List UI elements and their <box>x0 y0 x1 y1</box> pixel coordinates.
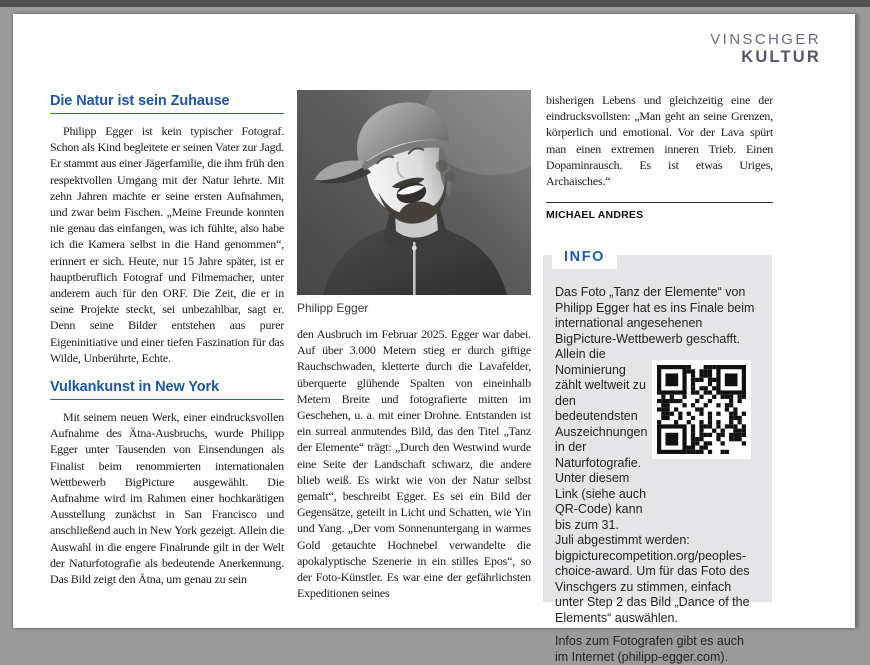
masthead-line1: VINSCHGER <box>710 31 821 48</box>
viewer-top-bar <box>0 0 870 7</box>
info-text-voting: Juli abgestimmt werden: bigpicturecompetition.org/peoples-choice-award. Um für das Foto des Vinschgers zu stimmen, einfach unter Step 2 das Bild „Dance of the Elements“ auswählen. <box>555 533 750 625</box>
magazine-page <box>13 14 855 664</box>
portrait-photo <box>297 90 531 295</box>
column-3 <box>546 92 773 221</box>
masthead <box>710 31 821 67</box>
column-1 <box>50 93 284 587</box>
photo-caption: Philipp Egger <box>297 301 369 315</box>
author-byline: MICHAEL ANDRES <box>546 209 644 222</box>
article-paragraph-3: den Ausbruch im Februar 2025. Egger war dabei. Auf über 3.000 Metern stieg er durch giftige Rauchschwaden, kletterte durch die Lavafelder, überquerte glühende Spalten von eineinhalb Metern Breite und fotografierte mitten im Geschehen, u. a. mit einer Drohne. Entstanden ist ein surreal anmutendes Bild, das den Titel „Tanz der Elemente“ trägt: „Durch den Westwind wurde eine Seite der Landschaft schwarz, die andere blieb weiß. Es wirkt wie von der Natur selbst gemalt“, beschreibt Egger. Es sei ein Bild der Gegensätze, geteilt in Licht und Schatten, wie Yin und Yang. „Der vom Sonnenuntergang in warmes Gold getauchte Hochnebel verwandelte die apokalyptische Szenerie in ein stilles Epos“, so der Foto-Künstler. Es war eine der gefährlichsten Expeditionen seines <box>297 327 531 601</box>
article-paragraph-1: Philipp Egger ist kein typischer Fotograf. Schon als Kind begleitete er seinen Vater zur Jagd. Er stammt aus einer Jägerfamilie, die ihm früh den respektvollen Umgang mit der Natur lehrte. Mit zehn Jahren machte er seine ersten Aufnahmen, und zwar beim Fischen. „Meine Freunde konnten nie genau das einfangen, was ich fühlte, also habe ich die Kamera selbst in die Hand genommen“, erinnert er sich. Heute, nur 15 Jahre später, ist er hauptberuflich Fotograf und Filmemacher, unter anderem auch für den ORF. Die Zeit, die er in seine Projekte steckt, sei unbezahlbar, sagt er. Denn seine Bilder entstehen aus purer Eigeninitiative und einer tiefen Faszination für das Wilde, Unberührte, Echte. <box>50 124 284 365</box>
info-text-beside-qr: Allein die Nominierung zählt weltweit zu den bedeutendsten Auszeichnungen in der Naturfotografie. Unter diesem Link (siehe auch QR-Code) kann bis zum 31. <box>555 347 648 532</box>
qr-code <box>652 360 751 459</box>
column-2 <box>297 90 531 601</box>
section-heading-2: Vulkankunst in New York <box>50 379 284 400</box>
section-heading-1: Die Natur ist sein Zuhause <box>50 93 284 114</box>
info-text-footer: Infos zum Fotografen gibt es auch im Internet (philipp-egger.com). <box>555 634 744 664</box>
info-box <box>543 249 772 664</box>
info-box-label: INFO <box>552 246 617 269</box>
article-paragraph-4: bisherigen Lebens und gleichzeitig eine der eindrucksvollsten: „Man geht an seine Grenzen, körperlich und emotional. Vor der Lava spürt man einen extremen inneren Trieb. Einen Dopaminrausch. Es ist etwas Uriges, Archaisches.“ <box>546 93 773 189</box>
info-text-intro: Das Foto „Tanz der Elemente“ von Philipp Egger hat es ins Finale beim international angesehenen BigPicture-Wettbewerb geschafft. <box>555 285 755 346</box>
article-paragraph-2: Mit seinem neuen Werk, einer eindrucksvollen Aufnahme des Ätna-Ausbruchs, wurde Philipp Egger unter Tausenden von Einsendungen als Finalist beim renommierten internationalen Wettbewerb BigPicture ausgewählt. Die Aufnahme wird im Rahmen einer hochkarätigen Ausstellung zunächst in San Francisco und anschließend auch in New York gezeigt. Allein die Auswahl in die engere Finalrunde gilt in der Welt der Naturfotografie als bedeutende Anerkennung. Das Bild zeigt den Ätna, um genau zu sein <box>50 410 284 587</box>
byline-rule <box>546 202 773 203</box>
info-box-body <box>543 255 772 665</box>
masthead-line2: KULTUR <box>741 48 821 67</box>
